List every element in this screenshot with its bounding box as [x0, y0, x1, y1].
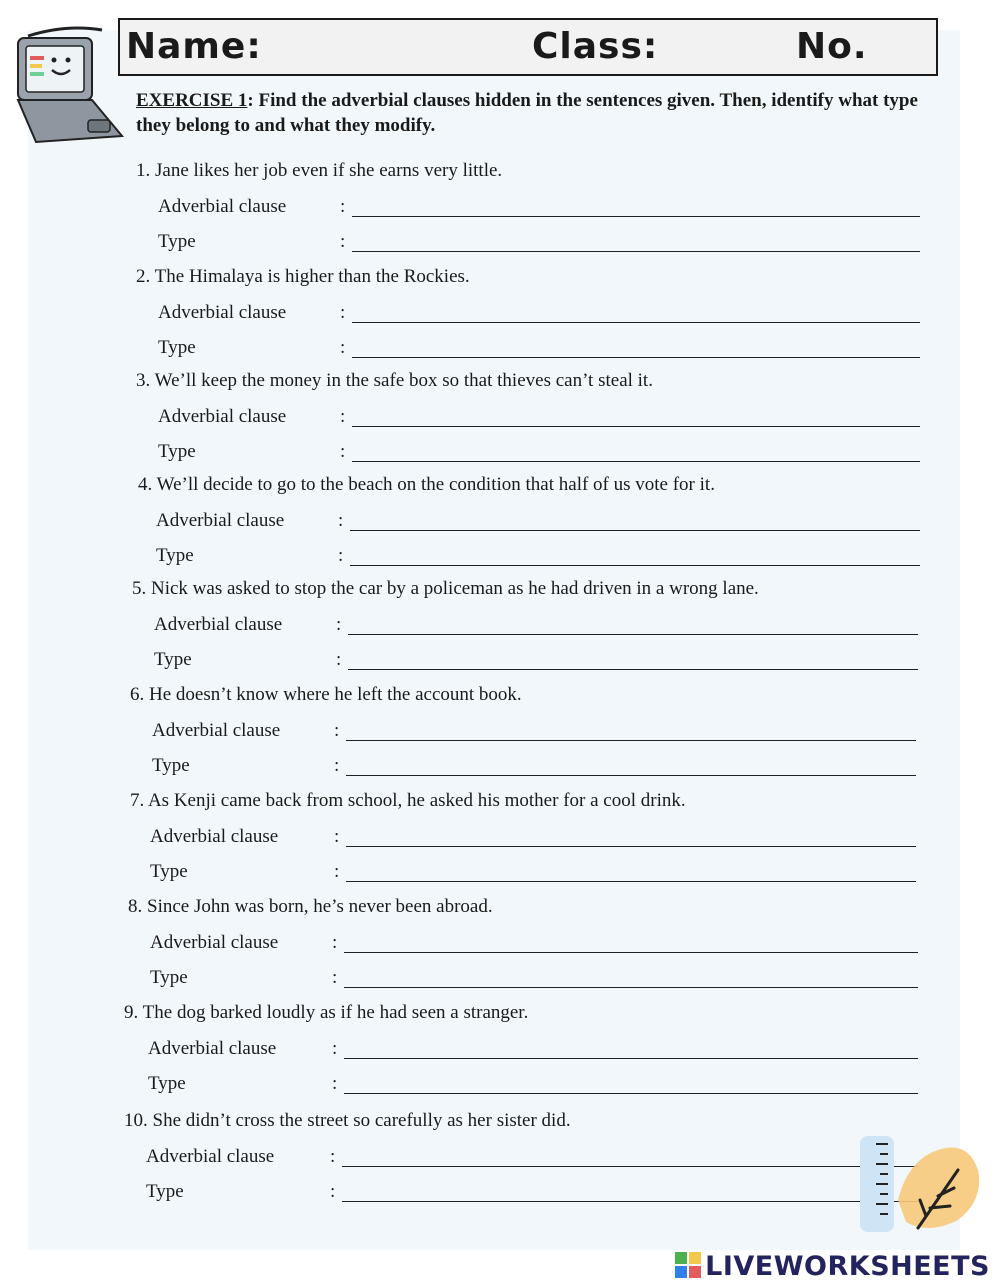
adverbial-clause-label: Adverbial clause — [158, 196, 287, 217]
adverbial-clause-answer-input[interactable] — [348, 634, 918, 635]
label-colon: : — [332, 932, 338, 953]
type-answer-input[interactable] — [344, 1093, 918, 1094]
adverbial-clause-row — [148, 1038, 948, 1068]
type-label: Type — [156, 545, 194, 566]
question-text: 9. The dog barked loudly as if he had seen a stranger. — [124, 1002, 529, 1023]
label-colon: : — [330, 1146, 336, 1167]
label-colon: : — [340, 302, 346, 323]
adverbial-clause-row — [152, 720, 952, 750]
adverbial-clause-answer-input[interactable] — [352, 216, 920, 217]
type-answer-input[interactable] — [352, 251, 920, 252]
adverbial-clause-row — [150, 932, 950, 962]
type-row — [158, 441, 958, 471]
type-label: Type — [152, 755, 190, 776]
type-row — [156, 545, 956, 575]
adverbial-clause-row — [156, 510, 956, 540]
type-answer-input[interactable] — [352, 461, 920, 462]
adverbial-clause-answer-input[interactable] — [346, 740, 916, 741]
type-row — [150, 967, 950, 997]
name-field-label[interactable]: Name: — [126, 26, 262, 67]
type-label: Type — [158, 337, 196, 358]
label-colon: : — [334, 826, 340, 847]
question-text: 2. The Himalaya is higher than the Rockies. — [136, 266, 470, 287]
question-text: 5. Nick was asked to stop the car by a policeman as he had driven in a wrong lane. — [132, 578, 759, 599]
leaf-ruler-decoration — [858, 1130, 988, 1240]
class-field-label[interactable]: Class: — [532, 26, 659, 67]
adverbial-clause-row — [146, 1146, 946, 1176]
adverbial-clause-row — [150, 826, 950, 856]
adverbial-clause-label: Adverbial clause — [150, 826, 279, 847]
type-label: Type — [150, 967, 188, 988]
type-row — [154, 649, 954, 679]
label-colon: : — [334, 755, 340, 776]
adverbial-clause-label: Adverbial clause — [156, 510, 285, 531]
adverbial-clause-answer-input[interactable] — [346, 846, 916, 847]
adverbial-clause-row — [158, 406, 958, 436]
exercise-instructions — [136, 88, 926, 138]
type-label: Type — [158, 441, 196, 462]
adverbial-clause-answer-input[interactable] — [352, 426, 920, 427]
adverbial-clause-answer-input[interactable] — [350, 530, 920, 531]
adverbial-clause-label: Adverbial clause — [148, 1038, 277, 1059]
question-text: 8. Since John was born, he’s never been abroad. — [128, 896, 493, 917]
question-text: 10. She didn’t cross the street so carefully as her sister did. — [124, 1110, 571, 1131]
label-colon: : — [340, 406, 346, 427]
exercise-instruction-text: : Find the adverbial clauses hidden in the sentences given. Then, identify what type they belong to and what they modify. — [136, 90, 918, 136]
adverbial-clause-label: Adverbial clause — [152, 720, 281, 741]
type-row — [158, 337, 958, 367]
logo-text: LIVEWORKSHEETS — [705, 1251, 990, 1282]
label-colon: : — [336, 614, 342, 635]
adverbial-clause-label: Adverbial clause — [154, 614, 283, 635]
adverbial-clause-row — [158, 196, 958, 226]
liveworksheets-logo-icon — [675, 1252, 701, 1278]
type-answer-input[interactable] — [346, 881, 916, 882]
type-answer-input[interactable] — [352, 357, 920, 358]
label-colon: : — [340, 231, 346, 252]
label-colon: : — [334, 720, 340, 741]
question-text: 3. We’ll keep the money in the safe box so that thieves can’t steal it. — [136, 370, 653, 391]
label-colon: : — [338, 545, 344, 566]
type-row — [148, 1073, 948, 1103]
label-colon: : — [340, 196, 346, 217]
label-colon: : — [334, 861, 340, 882]
type-label: Type — [148, 1073, 186, 1094]
label-colon: : — [340, 441, 346, 462]
label-colon: : — [330, 1181, 336, 1202]
type-row — [146, 1181, 946, 1211]
type-answer-input[interactable] — [342, 1201, 918, 1202]
adverbial-clause-answer-input[interactable] — [342, 1166, 918, 1167]
type-label: Type — [150, 861, 188, 882]
label-colon: : — [332, 967, 338, 988]
laptop-icon — [6, 18, 126, 148]
type-answer-input[interactable] — [350, 565, 920, 566]
adverbial-clause-row — [158, 302, 958, 332]
exercise-title: EXERCISE 1 — [136, 90, 248, 111]
question-text: 4. We’ll decide to go to the beach on the condition that half of us vote for it. — [138, 474, 715, 495]
liveworksheets-logo — [675, 1251, 990, 1282]
label-colon: : — [336, 649, 342, 670]
adverbial-clause-answer-input[interactable] — [344, 952, 918, 953]
adverbial-clause-label: Adverbial clause — [146, 1146, 275, 1167]
label-colon: : — [332, 1038, 338, 1059]
type-label: Type — [158, 231, 196, 252]
type-label: Type — [154, 649, 192, 670]
question-text: 1. Jane likes her job even if she earns very little. — [136, 160, 503, 181]
type-answer-input[interactable] — [348, 669, 918, 670]
type-label: Type — [146, 1181, 184, 1202]
adverbial-clause-label: Adverbial clause — [158, 302, 287, 323]
adverbial-clause-label: Adverbial clause — [150, 932, 279, 953]
student-info-header — [118, 18, 938, 76]
type-answer-input[interactable] — [344, 987, 918, 988]
label-colon: : — [338, 510, 344, 531]
question-text: 7. As Kenji came back from school, he asked his mother for a cool drink. — [130, 790, 686, 811]
adverbial-clause-row — [154, 614, 954, 644]
label-colon: : — [332, 1073, 338, 1094]
number-field-label[interactable]: No. — [796, 26, 868, 67]
adverbial-clause-label: Adverbial clause — [158, 406, 287, 427]
type-row — [158, 231, 958, 261]
type-row — [152, 755, 952, 785]
label-colon: : — [340, 337, 346, 358]
adverbial-clause-answer-input[interactable] — [344, 1058, 918, 1059]
question-text: 6. He doesn’t know where he left the account book. — [130, 684, 522, 705]
type-answer-input[interactable] — [346, 775, 916, 776]
adverbial-clause-answer-input[interactable] — [352, 322, 920, 323]
type-row — [150, 861, 950, 891]
